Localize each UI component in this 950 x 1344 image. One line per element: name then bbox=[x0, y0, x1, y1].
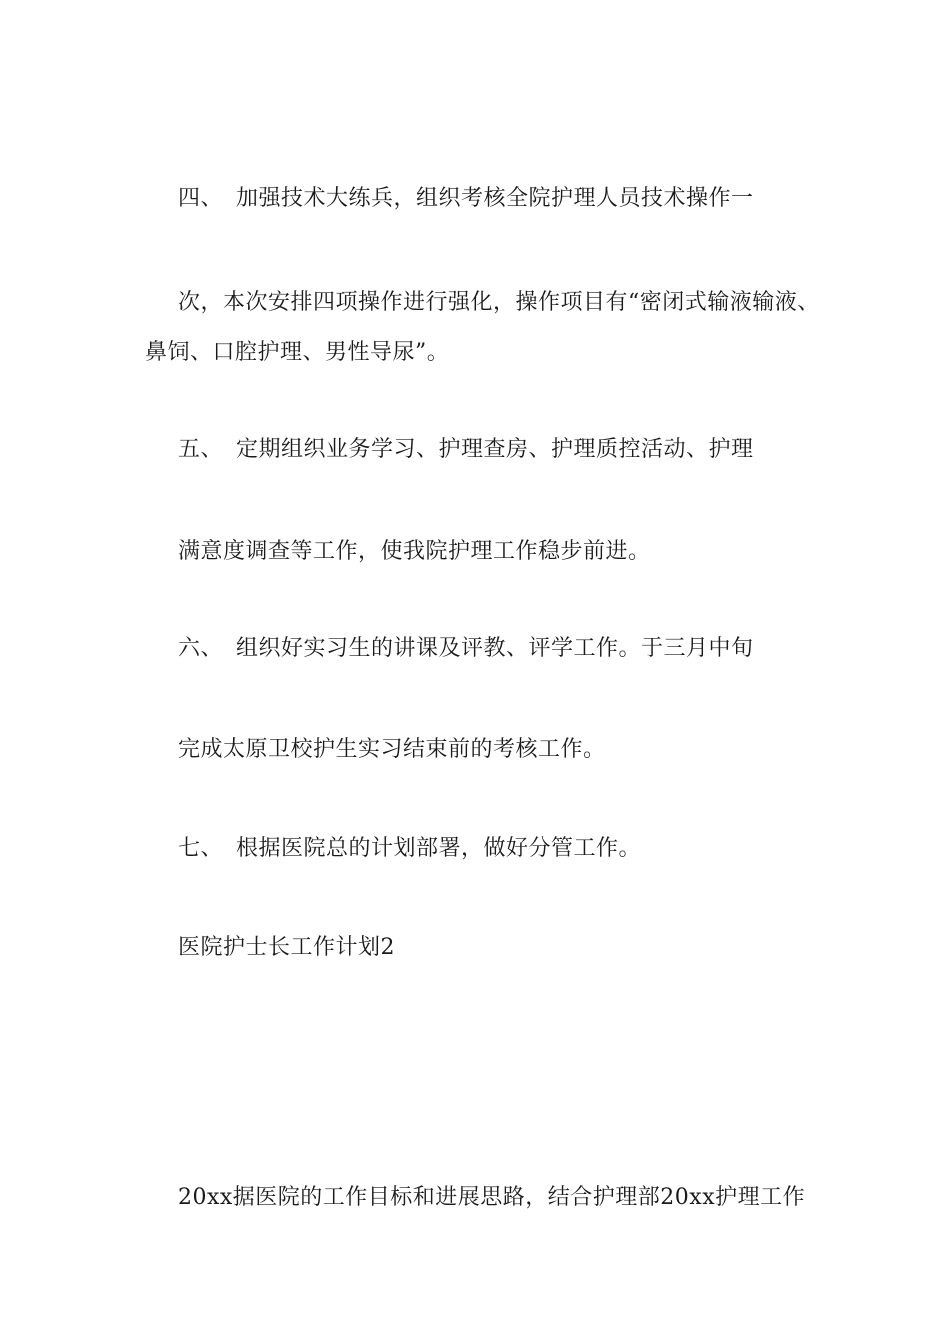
section-title: 医院护士长工作计划2 bbox=[178, 935, 395, 960]
item-4-text-1: 加强技术大练兵，组织考核全院护理人员技术操作一 bbox=[236, 186, 754, 211]
item-6-number: 六、 bbox=[178, 636, 224, 661]
item-5-number: 五、 bbox=[178, 437, 224, 462]
item-7-number: 七、 bbox=[178, 836, 224, 861]
item-7-line-1 bbox=[178, 834, 641, 864]
item-4-line-1 bbox=[178, 184, 754, 214]
item-5-line-2: 满意度调查等工作，使我院护理工作稳步前进。 bbox=[178, 539, 651, 564]
item-4-line-2: 次，本次安排四项操作进行强化，操作项目有“密闭式输液输液、 bbox=[178, 290, 820, 315]
closing-line: 20xx据医院的工作目标和进展思路，结合护理部20xx护理工作 bbox=[178, 1185, 806, 1210]
item-6-line-1 bbox=[178, 634, 754, 664]
item-4-line-3: 鼻饲、口腔护理、男性导尿”。 bbox=[145, 340, 450, 365]
item-7-text-1: 根据医院总的计划部署，做好分管工作。 bbox=[236, 836, 642, 861]
item-6-text-1: 组织好实习生的讲课及评教、评学工作。于三月中旬 bbox=[236, 636, 754, 661]
item-4-number: 四、 bbox=[178, 186, 224, 211]
item-6-line-2: 完成太原卫校护生实习结束前的考核工作。 bbox=[178, 737, 606, 762]
item-5-line-1 bbox=[178, 435, 754, 465]
item-5-text-1: 定期组织业务学习、护理查房、护理质控活动、护理 bbox=[236, 437, 754, 462]
